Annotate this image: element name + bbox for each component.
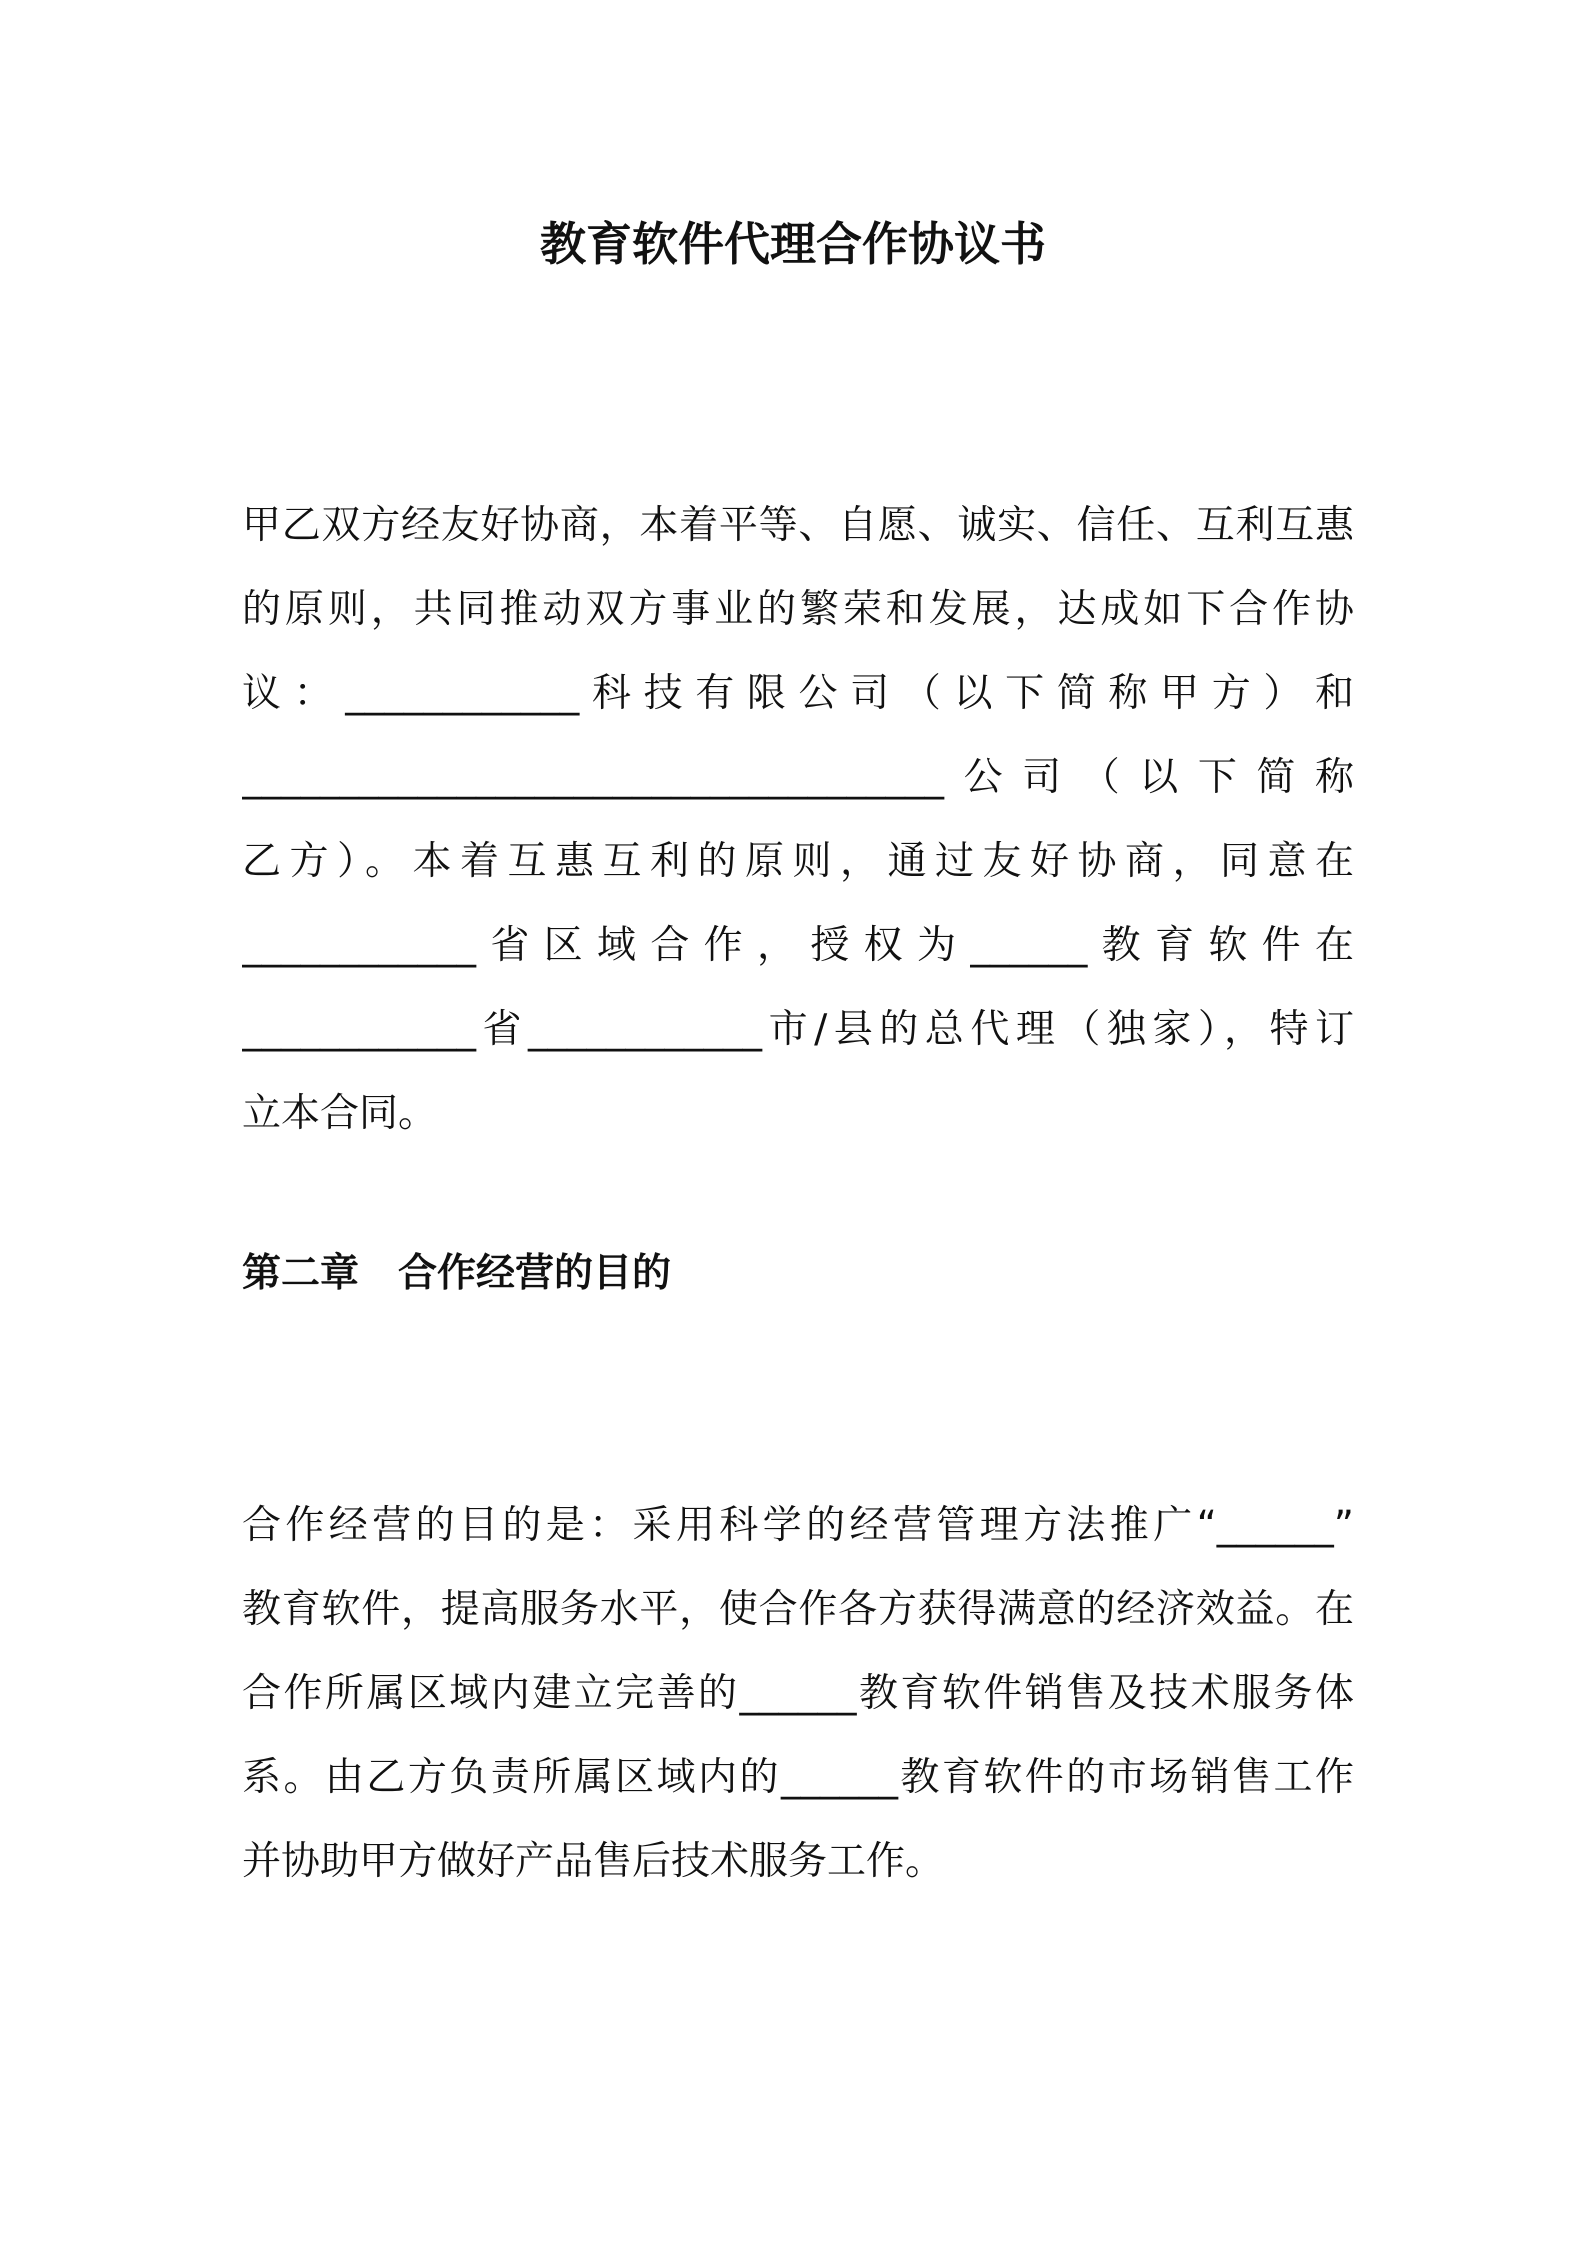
intro-line: 立本合同。 <box>242 1091 438 1136</box>
intro-line: ____________省区域合作，授权为______教育软件在 <box>242 923 1354 968</box>
purpose-line: 并协助甲方做好产品售后技术服务工作。 <box>242 1839 945 1884</box>
purpose-line: 合作所属区域内建立完善的______教育软件销售及技术服务体 <box>242 1671 1354 1716</box>
purpose-line: 合作经营的目的是：采用科学的经营管理方法推广“______” <box>242 1503 1354 1548</box>
intro-line: ____________________________________公司（以下简称 <box>242 755 1354 800</box>
intro-line: 甲乙双方经友好协商，本着平等、自愿、诚实、信任、互利互惠 <box>242 503 1354 548</box>
purpose-line: 系。由乙方负责所属区域内的______教育软件的市场销售工作 <box>242 1755 1354 1800</box>
document-title: 教育软件代理合作协议书 <box>540 217 1046 271</box>
intro-line: 议：____________科技有限公司（以下简称甲方）和 <box>242 671 1354 716</box>
purpose-line: 教育软件，提高服务水平，使合作各方获得满意的经济效益。在 <box>242 1587 1354 1632</box>
intro-line: ____________省____________市/县的总代理（独家），特订 <box>242 1007 1354 1052</box>
intro-line: 的原则，共同推动双方事业的繁荣和发展，达成如下合作协 <box>242 587 1354 632</box>
intro-line: 乙方）。本着互惠互利的原则，通过友好协商，同意在 <box>242 839 1354 884</box>
chapter-heading: 第二章 合作经营的目的 <box>242 1251 672 1296</box>
